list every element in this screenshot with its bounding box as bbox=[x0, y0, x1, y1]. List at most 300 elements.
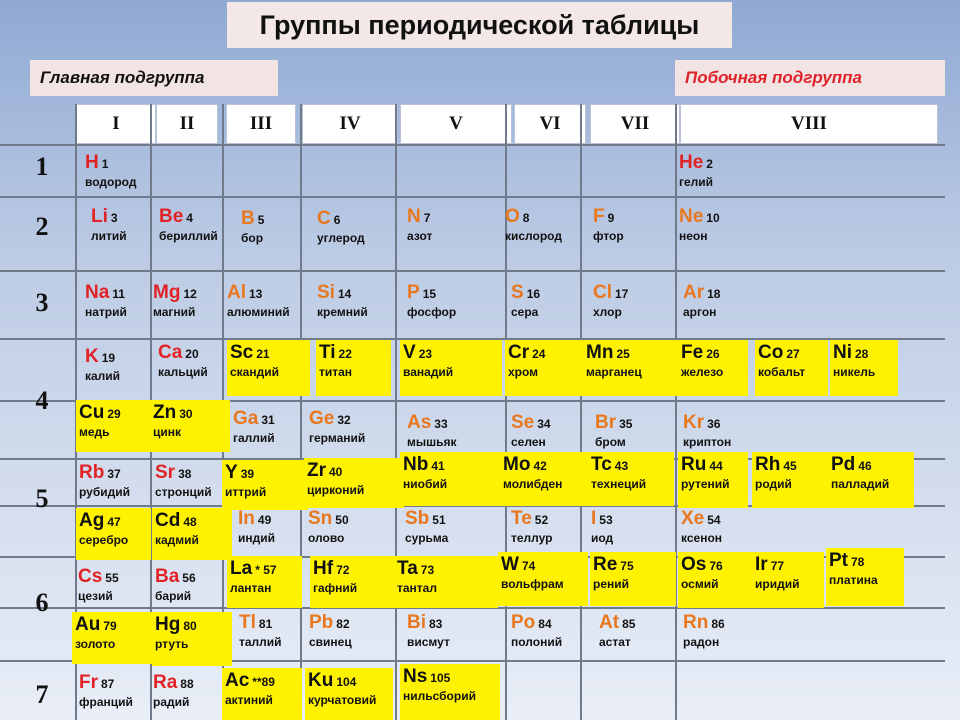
element-cell-re bbox=[590, 552, 676, 606]
element-number: 78 bbox=[851, 555, 865, 569]
element-symbol: Br bbox=[595, 412, 617, 433]
group-header-1: I bbox=[76, 104, 156, 144]
element-symbol: Zr bbox=[307, 460, 326, 481]
element-cell-hg bbox=[152, 612, 232, 666]
element-cell-he bbox=[676, 150, 756, 194]
element-number: 22 bbox=[338, 347, 352, 361]
element-cell-rn bbox=[680, 610, 760, 660]
element-symbol: Nb bbox=[403, 454, 429, 475]
element-number: 53 bbox=[599, 513, 613, 527]
element-name: родий bbox=[755, 477, 792, 491]
element-symbol: At bbox=[599, 612, 620, 633]
element-name: теллур bbox=[511, 531, 553, 545]
element-number: 75 bbox=[620, 559, 634, 573]
element-cell-ac bbox=[222, 668, 302, 720]
group-header-5: V bbox=[400, 104, 512, 144]
element-number: **89 bbox=[252, 675, 275, 689]
element-symbol: Mo bbox=[503, 454, 531, 475]
period-label-1: 1 bbox=[35, 152, 49, 181]
element-cell-mg bbox=[150, 280, 224, 330]
element-number: 79 bbox=[103, 619, 117, 633]
element-symbol: As bbox=[407, 412, 432, 433]
element-cell-v bbox=[400, 340, 502, 396]
element-symbol: Sr bbox=[155, 462, 176, 483]
element-symbol: V bbox=[403, 342, 416, 363]
element-number: 13 bbox=[249, 287, 263, 301]
element-name: барий bbox=[155, 589, 192, 603]
element-cell-sn bbox=[305, 506, 395, 554]
element-number: 43 bbox=[614, 459, 629, 473]
element-symbol: Fe bbox=[681, 342, 704, 363]
element-cell-p bbox=[404, 280, 484, 330]
element-number: 37 bbox=[107, 467, 121, 481]
grid-line bbox=[0, 196, 945, 198]
element-name: рений bbox=[593, 577, 630, 591]
element-name: радон bbox=[683, 635, 720, 649]
element-number: 9 bbox=[607, 211, 615, 225]
element-symbol: Be bbox=[159, 206, 184, 227]
element-number: 21 bbox=[256, 347, 270, 361]
element-symbol: H bbox=[85, 152, 99, 173]
element-symbol: K bbox=[85, 346, 99, 367]
element-symbol: Hf bbox=[313, 558, 334, 579]
element-symbol: Ar bbox=[683, 282, 705, 303]
element-number: 12 bbox=[183, 287, 197, 301]
element-cell-pb bbox=[306, 610, 396, 660]
element-symbol: Se bbox=[511, 412, 535, 433]
element-cell-al bbox=[224, 280, 300, 330]
element-name: палладий bbox=[831, 477, 890, 491]
element-number: 30 bbox=[179, 407, 193, 421]
element-number: 55 bbox=[105, 571, 119, 585]
element-symbol: Zn bbox=[153, 402, 177, 423]
element-number: 19 bbox=[101, 351, 116, 365]
element-symbol: Y bbox=[225, 462, 238, 483]
element-symbol: Sc bbox=[230, 342, 254, 363]
period-label-4: 4 bbox=[35, 386, 49, 415]
element-name: рутений bbox=[681, 477, 730, 491]
element-symbol: La bbox=[230, 558, 253, 579]
element-name: неон bbox=[679, 229, 708, 243]
element-name: углерод bbox=[317, 231, 365, 245]
element-cell-cd bbox=[152, 508, 232, 560]
element-number: 50 bbox=[335, 513, 349, 527]
side-subgroup-label: Побочная подгруппа bbox=[675, 60, 945, 96]
element-symbol: Rn bbox=[683, 612, 709, 633]
element-cell-po bbox=[508, 610, 578, 660]
element-cell-ku bbox=[305, 668, 393, 720]
element-symbol: Os bbox=[681, 554, 707, 575]
element-name: серебро bbox=[79, 533, 129, 547]
element-cell-kr bbox=[680, 410, 760, 458]
element-symbol: Te bbox=[511, 508, 532, 529]
element-cell-f bbox=[590, 204, 660, 248]
element-number: 26 bbox=[706, 347, 720, 361]
element-number: 77 bbox=[770, 559, 785, 573]
element-name: полоний bbox=[511, 635, 563, 649]
element-cell-ge bbox=[306, 406, 396, 454]
element-symbol: Ag bbox=[79, 510, 105, 531]
element-number: 39 bbox=[240, 467, 255, 481]
element-name: осмий bbox=[681, 577, 719, 591]
element-name: титан bbox=[319, 365, 353, 379]
element-name: кобальт bbox=[758, 365, 806, 379]
element-number: 3 bbox=[110, 211, 118, 225]
page-title: Группы периодической таблицы bbox=[227, 2, 732, 48]
group-header-8: VIII bbox=[680, 104, 938, 144]
element-symbol: Si bbox=[317, 282, 335, 303]
element-cell-ti bbox=[316, 340, 391, 396]
element-name: платина bbox=[829, 573, 878, 587]
element-name: бериллий bbox=[159, 229, 218, 243]
period-label-3: 3 bbox=[35, 288, 49, 317]
element-symbol: Cd bbox=[155, 510, 181, 531]
element-number: 54 bbox=[707, 513, 721, 527]
element-cell-as bbox=[404, 410, 494, 458]
element-cell-xe bbox=[678, 506, 758, 554]
element-symbol: Ge bbox=[309, 408, 335, 429]
element-name: курчатовий bbox=[308, 693, 377, 707]
element-number: 56 bbox=[182, 571, 196, 585]
element-cell-k bbox=[82, 344, 152, 394]
element-cell-be bbox=[156, 204, 222, 248]
element-cell-in bbox=[235, 506, 305, 554]
main-subgroup-label: Главная подгруппа bbox=[30, 60, 278, 96]
element-cell-pd bbox=[828, 452, 914, 508]
period-label-2: 2 bbox=[35, 212, 49, 241]
element-cell-b bbox=[238, 206, 298, 250]
element-name: технеций bbox=[591, 477, 647, 491]
element-cell-ga bbox=[230, 406, 300, 454]
element-cell-sr bbox=[152, 460, 222, 508]
element-symbol: Rb bbox=[79, 462, 105, 483]
element-cell-sc bbox=[227, 340, 310, 396]
element-cell-cr bbox=[505, 340, 583, 396]
element-symbol: Ra bbox=[153, 672, 178, 693]
element-name: тантал bbox=[397, 581, 437, 595]
element-number: 85 bbox=[622, 617, 636, 631]
element-symbol: Ku bbox=[308, 670, 334, 691]
element-name: литий bbox=[91, 229, 127, 243]
element-symbol: Ni bbox=[833, 342, 852, 363]
element-symbol: B bbox=[241, 208, 255, 229]
element-symbol: N bbox=[407, 206, 421, 227]
element-number: 35 bbox=[619, 417, 633, 431]
element-number: * 57 bbox=[255, 563, 277, 577]
element-cell-rh bbox=[752, 452, 830, 508]
element-number: 48 bbox=[183, 515, 197, 529]
element-number: 51 bbox=[432, 513, 446, 527]
element-number: 28 bbox=[855, 347, 869, 361]
element-cell-y bbox=[222, 460, 308, 510]
element-cell-os bbox=[678, 552, 756, 608]
element-name: скандий bbox=[230, 365, 279, 379]
element-number: 24 bbox=[532, 347, 546, 361]
element-name: селен bbox=[511, 435, 546, 449]
element-name: лантан bbox=[230, 581, 272, 595]
element-name: индий bbox=[238, 531, 275, 545]
element-number: 86 bbox=[711, 617, 725, 631]
element-symbol: Ir bbox=[755, 554, 768, 575]
element-number: 20 bbox=[185, 347, 199, 361]
element-cell-tc bbox=[588, 452, 674, 506]
element-cell-na bbox=[82, 280, 152, 330]
element-name: магний bbox=[153, 305, 196, 319]
element-cell-ag bbox=[76, 508, 151, 560]
element-cell-ra bbox=[150, 670, 220, 720]
element-name: мышьяк bbox=[407, 435, 457, 449]
element-cell-s bbox=[508, 280, 578, 330]
element-symbol: Tc bbox=[591, 454, 612, 475]
element-number: 29 bbox=[107, 407, 121, 421]
element-name: астат bbox=[599, 635, 631, 649]
element-name: рубидий bbox=[79, 485, 131, 499]
element-name: стронций bbox=[155, 485, 212, 499]
element-symbol: Sn bbox=[308, 508, 333, 529]
element-name: бром bbox=[595, 435, 626, 449]
element-cell-zn bbox=[150, 400, 230, 452]
element-cell-at bbox=[596, 610, 678, 660]
element-cell-ta bbox=[394, 556, 498, 608]
element-number: 45 bbox=[783, 459, 797, 473]
element-name: иод bbox=[591, 531, 614, 545]
element-symbol: Rh bbox=[755, 454, 781, 475]
element-number: 41 bbox=[431, 459, 445, 473]
element-number: 84 bbox=[538, 617, 552, 631]
element-name: висмут bbox=[407, 635, 450, 649]
element-symbol: Au bbox=[75, 614, 101, 635]
element-symbol: Ga bbox=[233, 408, 259, 429]
group-header-3: III bbox=[226, 104, 296, 144]
element-name: франций bbox=[79, 695, 133, 709]
group-header-4: IV bbox=[302, 104, 398, 144]
element-number: 82 bbox=[336, 617, 350, 631]
element-name: сурьма bbox=[405, 531, 449, 545]
element-name: хром bbox=[508, 365, 539, 379]
element-name: кальций bbox=[158, 365, 208, 379]
element-number: 74 bbox=[521, 559, 536, 573]
element-cell-w bbox=[498, 552, 588, 606]
element-name: вольфрам bbox=[501, 577, 564, 591]
element-number: 1 bbox=[101, 157, 109, 171]
element-number: 18 bbox=[707, 287, 721, 301]
element-symbol: C bbox=[317, 208, 331, 229]
grid-line bbox=[0, 144, 945, 146]
element-symbol: He bbox=[679, 152, 704, 173]
element-name: алюминий bbox=[227, 305, 290, 319]
element-number: 2 bbox=[706, 157, 713, 171]
element-number: 83 bbox=[429, 617, 443, 631]
element-cell-zr bbox=[304, 458, 404, 508]
element-cell-i bbox=[588, 506, 670, 554]
element-cell-hf bbox=[310, 556, 395, 608]
element-cell-se bbox=[508, 410, 578, 458]
element-name: бор bbox=[241, 231, 264, 245]
element-number: 34 bbox=[537, 417, 551, 431]
element-number: 31 bbox=[261, 413, 275, 427]
element-name: калий bbox=[85, 369, 121, 383]
element-symbol: W bbox=[501, 554, 519, 575]
grid-line bbox=[505, 104, 507, 720]
element-number: 25 bbox=[616, 347, 630, 361]
element-name: азот bbox=[407, 229, 433, 243]
group-header-7: VII bbox=[590, 104, 680, 144]
element-number: 32 bbox=[337, 413, 351, 427]
element-cell-ar bbox=[680, 280, 760, 330]
element-symbol: Cs bbox=[78, 566, 103, 587]
element-name: натрий bbox=[85, 305, 127, 319]
element-name: цезий bbox=[78, 589, 113, 603]
element-symbol: Cu bbox=[79, 402, 105, 423]
element-cell-rb bbox=[76, 460, 151, 508]
element-symbol: Cl bbox=[593, 282, 612, 303]
group-header-6: VI bbox=[514, 104, 586, 144]
element-symbol: Ti bbox=[319, 342, 336, 363]
element-symbol: Pb bbox=[309, 612, 334, 633]
element-cell-te bbox=[508, 506, 578, 554]
element-cell-si bbox=[314, 280, 394, 330]
element-symbol: O bbox=[505, 206, 520, 227]
element-number: 52 bbox=[534, 513, 549, 527]
element-number: 81 bbox=[258, 617, 273, 631]
element-symbol: Mg bbox=[153, 282, 181, 303]
element-name: цинк bbox=[153, 425, 182, 439]
element-number: 42 bbox=[533, 459, 547, 473]
element-number: 87 bbox=[101, 677, 115, 691]
grid-line bbox=[0, 270, 945, 272]
element-symbol: Pt bbox=[829, 550, 848, 571]
element-cell-mn bbox=[583, 340, 678, 396]
element-cell-co bbox=[755, 340, 828, 396]
element-cell-fe bbox=[678, 340, 748, 396]
element-cell-ne bbox=[676, 204, 756, 248]
element-symbol: Cr bbox=[508, 342, 530, 363]
element-cell-tl bbox=[236, 610, 306, 660]
element-cell-h bbox=[82, 150, 152, 194]
element-number: 38 bbox=[178, 467, 192, 481]
element-symbol: Ta bbox=[397, 558, 418, 579]
element-name: фтор bbox=[593, 229, 624, 243]
element-cell-bi bbox=[404, 610, 494, 660]
element-name: цирконий bbox=[307, 483, 365, 497]
element-number: 44 bbox=[709, 459, 723, 473]
element-name: германий bbox=[309, 431, 366, 445]
period-label-5: 5 bbox=[35, 484, 49, 513]
grid-line bbox=[580, 104, 582, 720]
element-cell-ir bbox=[752, 552, 824, 608]
element-cell-sb bbox=[402, 506, 492, 554]
element-name: золото bbox=[75, 637, 116, 651]
element-name: марганец bbox=[586, 365, 642, 379]
element-symbol: Tl bbox=[239, 612, 256, 633]
element-name: ниобий bbox=[403, 477, 448, 491]
element-number: 76 bbox=[709, 559, 723, 573]
element-symbol: In bbox=[238, 508, 255, 529]
period-label-6: 6 bbox=[35, 588, 49, 617]
element-symbol: Ba bbox=[155, 566, 180, 587]
element-cell-ba bbox=[152, 564, 232, 612]
element-number: 33 bbox=[434, 417, 448, 431]
element-cell-c bbox=[314, 206, 394, 250]
element-number: 27 bbox=[786, 347, 800, 361]
element-number: 6 bbox=[333, 213, 341, 227]
element-name: железо bbox=[681, 365, 724, 379]
element-number: 73 bbox=[420, 563, 435, 577]
element-cell-fr bbox=[76, 670, 146, 720]
element-name: аргон bbox=[683, 305, 717, 319]
element-number: 11 bbox=[112, 287, 125, 301]
element-number: 46 bbox=[858, 459, 872, 473]
element-number: 4 bbox=[186, 211, 193, 225]
element-number: 40 bbox=[329, 465, 343, 479]
element-cell-ru bbox=[678, 452, 748, 508]
element-cell-au bbox=[72, 612, 152, 664]
element-name: гелий bbox=[679, 175, 714, 189]
element-symbol: Fr bbox=[79, 672, 98, 693]
element-name: гафний bbox=[313, 581, 358, 595]
element-name: радий bbox=[153, 695, 190, 709]
element-symbol: F bbox=[593, 206, 605, 227]
element-symbol: Bi bbox=[407, 612, 426, 633]
element-name: криптон bbox=[683, 435, 732, 449]
element-cell-pt bbox=[826, 548, 904, 606]
element-name: кислород bbox=[505, 229, 562, 243]
element-symbol: Ac bbox=[225, 670, 250, 691]
element-symbol: Kr bbox=[683, 412, 705, 433]
element-name: ртуть bbox=[155, 637, 189, 651]
element-number: 5 bbox=[257, 213, 265, 227]
group-header-2: II bbox=[156, 104, 218, 144]
element-name: кремний bbox=[317, 305, 368, 319]
element-name: водород bbox=[85, 175, 137, 189]
element-name: хлор bbox=[593, 305, 622, 319]
element-number: 47 bbox=[107, 515, 121, 529]
element-cell-cu bbox=[76, 400, 151, 452]
element-number: 104 bbox=[336, 675, 357, 689]
element-number: 88 bbox=[180, 677, 194, 691]
element-symbol: Ne bbox=[679, 206, 704, 227]
element-number: 10 bbox=[706, 211, 720, 225]
element-symbol: Al bbox=[227, 282, 246, 303]
element-number: 7 bbox=[423, 211, 431, 225]
element-number: 15 bbox=[422, 287, 437, 301]
element-symbol: Mn bbox=[586, 342, 614, 363]
element-symbol: P bbox=[407, 282, 420, 303]
element-name: молибден bbox=[503, 477, 563, 491]
element-symbol: I bbox=[591, 508, 597, 529]
element-number: 17 bbox=[615, 287, 629, 301]
element-cell-n bbox=[404, 204, 484, 248]
element-number: 23 bbox=[418, 347, 433, 361]
element-number: 14 bbox=[337, 287, 352, 301]
element-number: 36 bbox=[707, 417, 721, 431]
period-label-7: 7 bbox=[35, 680, 49, 709]
element-symbol: Ns bbox=[403, 666, 428, 687]
element-cell-la bbox=[227, 556, 302, 608]
element-symbol: Na bbox=[85, 282, 110, 303]
element-symbol: Ru bbox=[681, 454, 707, 475]
element-cell-cs bbox=[75, 564, 150, 612]
element-name: кадмий bbox=[155, 533, 199, 547]
element-name: иттрий bbox=[225, 485, 267, 499]
element-number: 16 bbox=[526, 287, 541, 301]
element-name: актиний bbox=[225, 693, 273, 707]
element-name: фосфор bbox=[407, 305, 457, 319]
element-cell-ca bbox=[155, 340, 223, 394]
element-name: нильсборий bbox=[403, 689, 476, 703]
element-number: 80 bbox=[183, 619, 197, 633]
element-symbol: Hg bbox=[155, 614, 181, 635]
